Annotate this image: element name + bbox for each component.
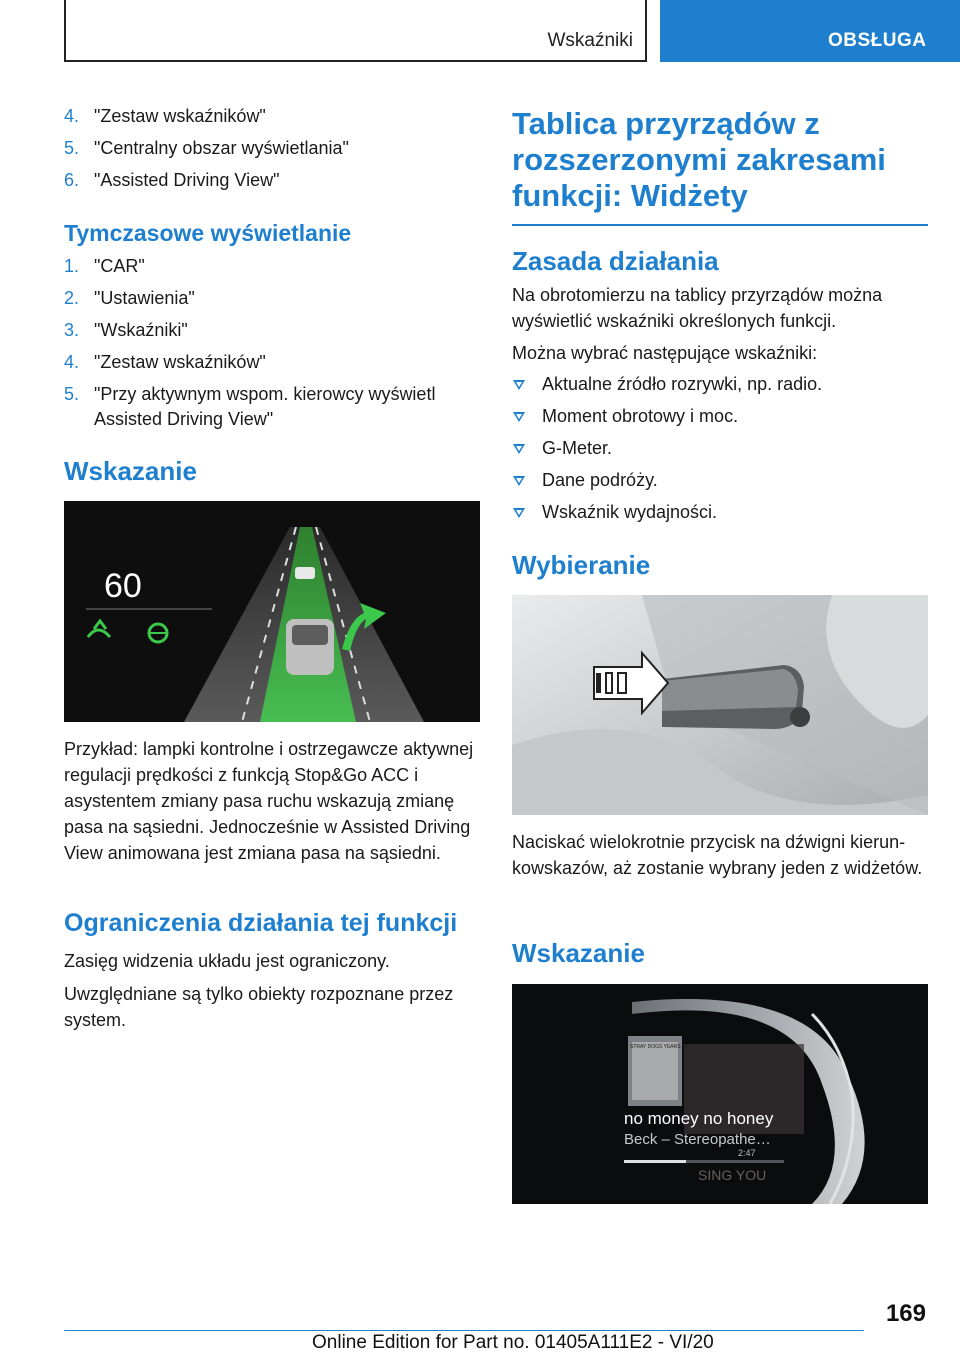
list-item: Dane podróży. (512, 468, 928, 493)
select-heading: Wybieranie (512, 550, 651, 580)
assisted-driving-image (64, 501, 480, 722)
triangle-bullet-icon (513, 444, 525, 454)
widgets-heading: Tablica przyrządów z rozszerzonymi zakresami funkcji: Widżety (512, 106, 928, 226)
footer-edition: Online Edition for Part no. 01405A111E2 - VI/20 (312, 1332, 714, 1353)
list-item: Moment obrotowy i moc. (512, 404, 928, 429)
header-section-box (64, 0, 647, 62)
limits-paragraph-2: Uwzględniane są tylko obiekty rozpoznane przez system. (64, 984, 454, 1030)
triangle-bullet-icon (513, 476, 525, 486)
steering-assist-icon (149, 624, 167, 642)
list-item: 2. "Ustawienia" (64, 288, 195, 308)
principle-paragraph-1: Na obrotomierzu na tablicy przyrządów można wyświetlić wskaźniki określonych funkcji. (512, 285, 883, 331)
triangle-bullet-icon (513, 380, 525, 390)
footer-divider (64, 1330, 864, 1331)
principle-paragraph-2: Można wybrać następujące wskaźniki: (512, 343, 818, 363)
list-item: 4. "Zestaw wskaźników" (64, 106, 266, 126)
page-number: 169 (885, 1300, 926, 1327)
list-item: 5. "Przy aktywnym wspom. kierowcy wyświetl Assisted Driving View" (64, 384, 436, 429)
list-item: 3. "Wskaźniki" (64, 320, 188, 340)
list-item: 1. "CAR" (64, 256, 145, 276)
header-chapter-tab[interactable]: OBSŁUGA (660, 0, 960, 62)
triangle-bullet-icon (513, 508, 525, 518)
assisted-driving-illustration (64, 501, 480, 722)
media-widget-illustration (512, 984, 928, 1204)
limits-heading: Ograniczenia działania tej funkcji (64, 909, 458, 937)
speed-readout: 60 (104, 567, 142, 605)
playback-time: 2:47 (738, 1148, 756, 1158)
page-header (0, 0, 960, 66)
artist-name: Beck – Stereopathe… (624, 1131, 771, 1148)
lane-assist-icon (88, 621, 110, 637)
temporary-display-heading: Tymczasowe wyświetlanie (64, 220, 352, 246)
list-item: 6. "Assisted Driving View" (64, 170, 280, 190)
select-paragraph: Naciskać wielokrotnie przycisk na dźwigni kierunkowskazów, aż zostanie wybrany jeden z widżetów. (512, 832, 923, 878)
menu-path-list-2 (64, 254, 480, 439)
header-section-title: Wskaźniki (547, 30, 633, 51)
playback-progress (624, 1160, 686, 1163)
turn-signal-lever-image (512, 595, 928, 815)
list-item: 4. "Zestaw wskaźników" (64, 352, 266, 372)
media-widget-image (512, 984, 928, 1204)
list-item: G-Meter. (512, 436, 928, 461)
list-item: 5. "Centralny obszar wyświetlania" (64, 138, 349, 158)
list-item: Aktualne źródło rozrywki, np. radio. (512, 372, 928, 397)
widget-options-list (512, 372, 928, 532)
background-text: SING YOU (698, 1167, 767, 1183)
list-item: Wskaźnik wydajności. (512, 500, 928, 525)
limits-paragraph-1: Zasięg widzenia układu jest ograniczony. (64, 951, 390, 971)
menu-path-list-1 (64, 104, 480, 200)
album-cover-text: STRAY DOGS YEARS INC (630, 1044, 691, 1050)
display-heading: Wskazanie (64, 456, 197, 486)
turn-signal-lever-illustration (512, 595, 928, 815)
widget-display-heading: Wskazanie (512, 938, 645, 968)
image-caption: Przykład: lampki kontrolne i ostrzegawcze aktywnej regulacji prędkości z funkcją Stop&Go ACC i asystentem zmiany pasa ruchu wskazują zmianę pasa na sąsiedni. Jednocześnie w Assisted Driving View animowana jest zmiana pasa na sąsiedni. (64, 739, 474, 863)
triangle-bullet-icon (513, 412, 525, 422)
principle-heading: Zasada działania (512, 246, 719, 276)
song-title: no money no honey (624, 1109, 774, 1128)
